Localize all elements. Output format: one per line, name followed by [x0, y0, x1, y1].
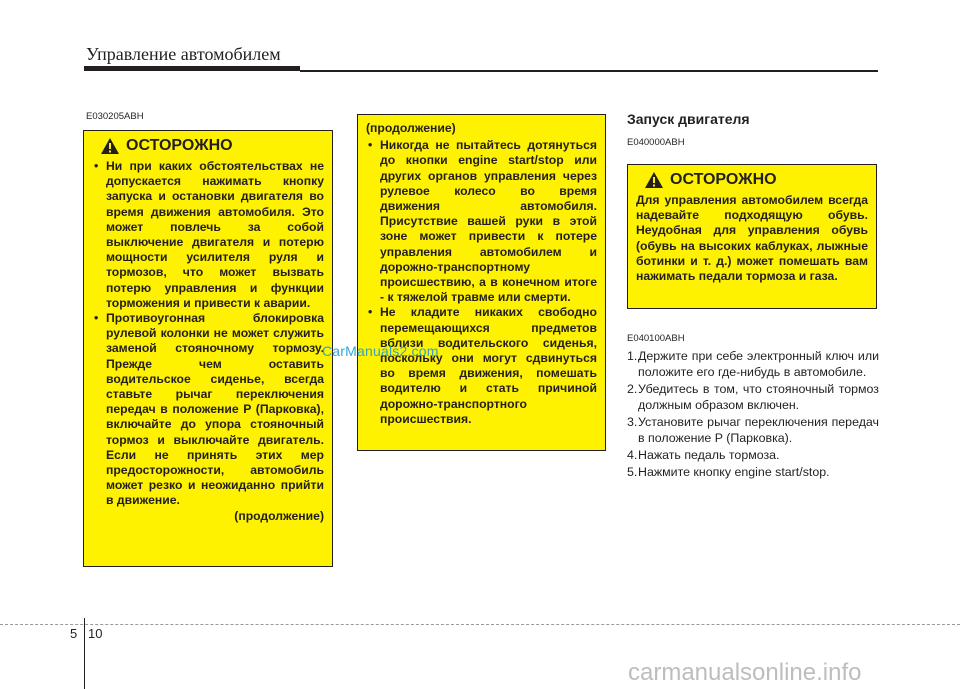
middle-warning-bullet-2: • Не кладите никаких свободно перемещающихся предметов вблизи водительского сиденья, поскольку они могут сдвинуться во время движения, помешать водителю и стать причиной дорожно-транспортного происшествия.: [366, 305, 597, 427]
warning-triangle-icon: [100, 137, 120, 155]
header-rule-thick: [84, 66, 300, 71]
list-item: [627, 447, 879, 463]
page-number: 10: [88, 626, 103, 641]
right-warning-header: [644, 171, 868, 189]
list-item: [627, 464, 879, 480]
right-warning-title: ОСТОРОЖНО: [670, 171, 777, 188]
list-item: [627, 348, 879, 380]
left-continued-note: (продолжение): [234, 508, 324, 523]
left-warning-bullet-2: • Противоугонная блокировка рулевой колонки не может служить заменой стояночному тормозу. Прежде чем оставить водительское сиденье, всегда ставьте рычаг переключения передач в положение P (Парковка), включайте до упора стояночный тормоз и выключайте двигатель. Если не принять этих мер предосторожности, автомобиль может резко и неожиданно прийти в движение.: [92, 311, 324, 509]
middle-warning-box: [357, 114, 606, 451]
watermark-gray: carmanualsonline.info: [628, 659, 862, 686]
header-title: Управление автомобилем: [86, 44, 281, 64]
header-rule-thin: [300, 70, 878, 72]
section-title: Запуск двигателя: [627, 111, 750, 127]
left-warning-title: ОСТОРОЖНО: [126, 137, 233, 154]
step-text: Нажать педаль тормоза.: [638, 448, 780, 462]
step-text: Нажмите кнопку engine start/stop.: [638, 465, 830, 479]
list-item: [627, 381, 879, 413]
footer-divider: [84, 618, 85, 689]
step-number: 1.: [627, 349, 638, 363]
page-chapter: 5: [70, 626, 78, 641]
left-code: E030205ABH: [86, 111, 144, 122]
warning-triangle-icon: [644, 171, 664, 189]
right-code-1: E040000ABH: [627, 137, 685, 148]
start-steps-list: [627, 348, 879, 481]
right-warning-box: [627, 164, 877, 309]
step-text: Установите рычаг переключения передач в положение P (Парковка).: [638, 415, 879, 445]
step-number: 5.: [627, 465, 638, 479]
left-warning-box: [83, 130, 333, 567]
list-item: [627, 414, 879, 446]
right-warning-text: Для управления автомобилем всегда надевайте подходящую обувь. Неудобная для управления обувь (обувь на высоких каблуках, лыжные ботинки и т. д.) может помешать вам нажимать педали тормоза и газа.: [636, 193, 868, 284]
step-number: 2.: [627, 382, 638, 396]
middle-warning-bullet-1: • Никогда не пытайтесь дотянуться до кнопки engine start/stop или других органов управления через рулевое колесо во время движения автомобиля. Присутствие вашей руки в этой зоне может привести к потере управления автомобилем и дорожно-транспортному происшествию, а в конечном итоге - к тяжелой травме или смерти.: [366, 138, 597, 305]
step-number: 3.: [627, 415, 638, 429]
right-code-2: E040100ABH: [627, 333, 685, 344]
left-warning-header: [100, 137, 324, 155]
step-number: 4.: [627, 448, 638, 462]
step-text: Убедитесь в том, что стояночный тормоз должным образом включен.: [638, 382, 879, 412]
left-warning-bullet-1: • Ни при каких обстоятельствах не допускается нажимать кнопку запуска и остановки двигателя во время движения автомобиля. Это может повлечь за собой выключение двигателя и потерю мощности усилителя руля и тормозов, что может вызвать потерю управления и функции торможения и привести к аварии.: [92, 159, 324, 311]
middle-continued-note: (продолжение): [366, 121, 456, 135]
footer-dashed-rule: [0, 624, 960, 625]
step-text: Держите при себе электронный ключ или положите его где-нибудь в автомобиле.: [638, 349, 879, 379]
watermark-blue: CarManuals2.com: [322, 343, 439, 359]
